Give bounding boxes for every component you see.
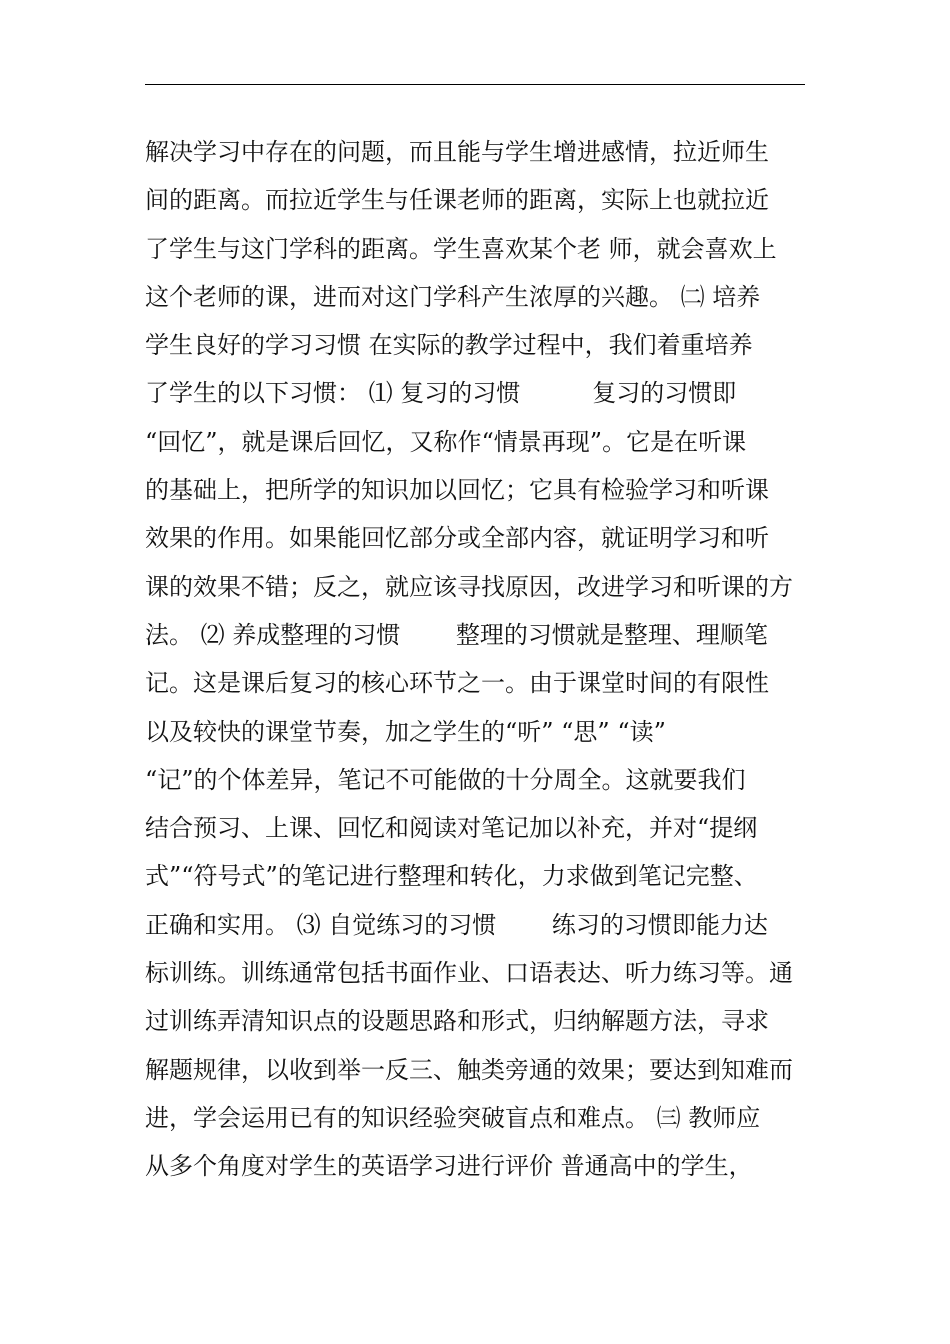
text-line: 过训练弄清知识点的设题思路和形式，归纳解题方法，寻求	[145, 1007, 769, 1036]
text-line: 学生良好的学习习惯 在实际的教学过程中，我们着重培养	[145, 331, 753, 360]
text-line: 进，学会运用已有的知识经验突破盲点和难点。 ㈢ 教师应	[145, 1103, 761, 1132]
text-line: 以及较快的课堂节奏，加之学生的“听” “思” “读”	[145, 717, 666, 746]
text-line: 从多个角度对学生的英语学习进行评价 普通高中的学生，	[145, 1152, 753, 1181]
text-line: 的基础上，把所学的知识加以回忆；它具有检验学习和听课	[145, 476, 769, 505]
text-line: 间的距离。而拉近学生与任课老师的距离，实际上也就拉近	[145, 186, 769, 215]
text-line: 了学生与这门学科的距离。学生喜欢某个老 师，就会喜欢上	[145, 234, 777, 263]
text-line: 效果的作用。如果能回忆部分或全部内容，就证明学习和听	[145, 524, 769, 553]
text-line: 标训练。训练通常包括书面作业、口语表达、听力练习等。通	[145, 959, 793, 988]
text-line: 式”“符号式”的笔记进行整理和转化，力求做到笔记完整、	[145, 862, 758, 891]
text-line: 课的效果不错；反之，就应该寻找原因，改进学习和听课的方	[145, 572, 793, 601]
text-line: 法。 ⑵ 养成整理的习惯 整理的习惯就是整理、理顺笔	[145, 620, 768, 649]
text-line: 正确和实用。 ⑶ 自觉练习的习惯 练习的习惯即能力达	[145, 910, 768, 939]
text-line: 这个老师的课，进而对这门学科产生浓厚的兴趣。 ㈡ 培养	[145, 282, 761, 311]
text-line: 了学生的以下习惯： ⑴ 复习的习惯 复习的习惯即	[145, 379, 737, 408]
text-line: 记。这是课后复习的核心环节之一。由于课堂时间的有限性	[145, 669, 769, 698]
text-line: 解题规律，以收到举一反三、触类旁通的效果；要达到知难而	[145, 1055, 793, 1084]
header-rule	[145, 84, 805, 85]
text-line: “记”的个体差异，笔记不可能做的十分周全。这就要我们	[145, 765, 746, 794]
text-line: 解决学习中存在的问题，而且能与学生增进感情，拉近师生	[145, 138, 769, 166]
text-line: 结合预习、上课、回忆和阅读对笔记加以补充，并对“提纲	[145, 814, 758, 843]
body-text	[145, 128, 810, 1191]
text-line: “回忆”，就是课后回忆，又称作“情景再现”。它是在听课	[145, 427, 747, 456]
